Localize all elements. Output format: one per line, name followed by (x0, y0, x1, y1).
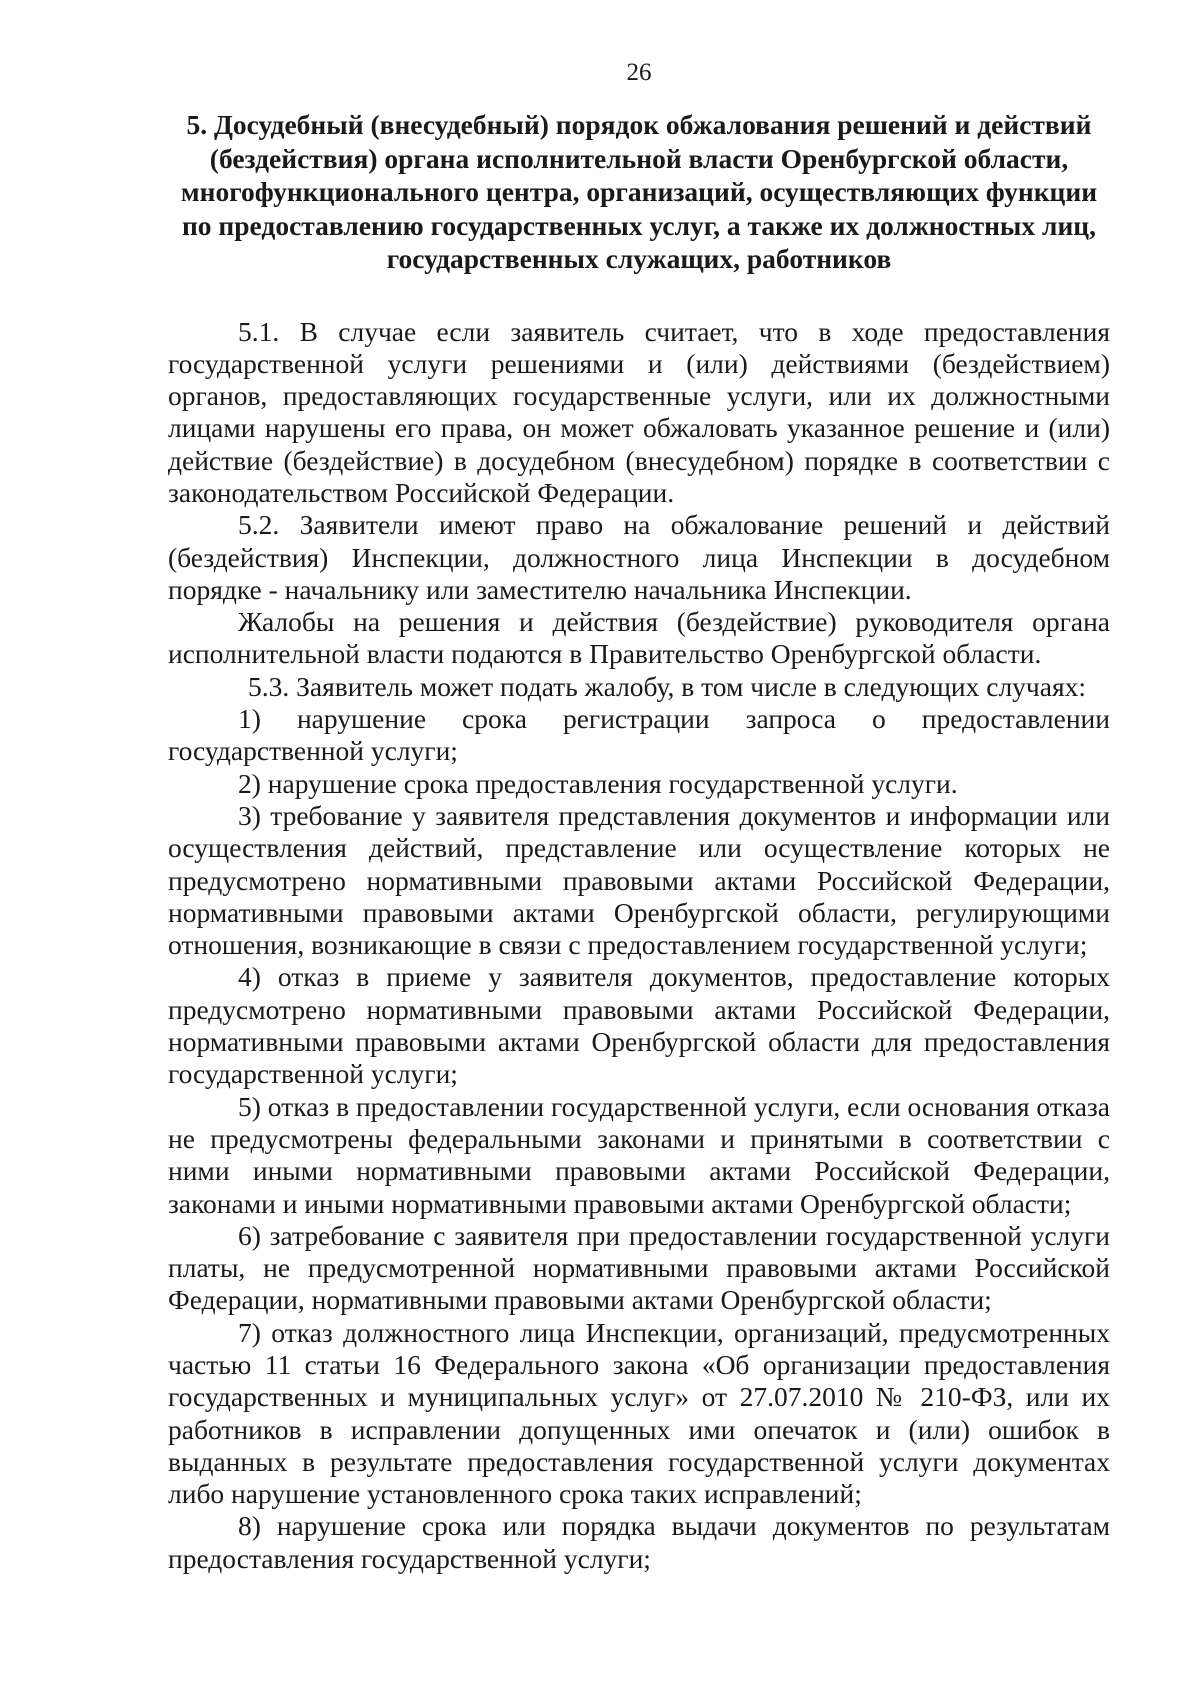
list-item-5: 5) отказ в предоставлении государственной услуги, если основания отказа не предусмотрены федеральными законами и принятыми в соответствии с ними иными нормативными правовыми актами Российской Федерации, законами и иными нормативными правовыми актами Оренбургской области; (168, 1090, 1110, 1219)
list-item-8: 8) нарушение срока или порядка выдачи документов по результатам предоставления государственной услуги; (168, 1510, 1110, 1574)
paragraph-5-2: 5.2. Заявители имеют право на обжалование решений и действий (бездействия) Инспекции, должностного лица Инспекции в досудебном порядке - начальнику или заместителю начальника Инспекции. (168, 509, 1110, 605)
list-item-6: 6) затребование с заявителя при предоставлении государственной услуги платы, не предусмотренной нормативными правовыми актами Российской Федерации, нормативными правовыми актами Оренбургской области; (168, 1219, 1110, 1316)
list-item-1: 1) нарушение срока регистрации запроса о предоставлении государственной услуги; (168, 703, 1110, 767)
page-number: 26 (626, 59, 652, 86)
section-title: 5. Досудебный (внесудебный) порядок обжалования решений и действий (бездействия) органа исполнительной власти Оренбургской области, многофункционального центра, организаций, осуществляющих функции по предоставлению государственных услуг, а также их должностных лиц, государственных служащих, работников (180, 109, 1098, 274)
list-item-3: 3) требование у заявителя представления документов и информации или осуществления действий, представление или осуществление которых не предусмотрено нормативными правовыми актами Российской Федерации, нормативными правовыми актами Оренбургской области, регулирующими отношения, возникающие в связи с предоставлением государственной услуги; (168, 799, 1110, 961)
list-item-2: 2) нарушение срока предоставления государственной услуги. (238, 767, 958, 799)
paragraph-complaints-head: Жалобы на решения и действия (бездействие) руководителя органа исполнительной власти подаются в Правительство Оренбургской области. (168, 606, 1110, 670)
list-item-7: 7) отказ должностного лица Инспекции, организаций, предусмотренных частью 11 статьи 16 Федерального закона «Об организации предоставления государственных и муниципальных услуг» от 27.07.2010 № 210-ФЗ, или их работников в исправлении допущенных ими опечаток и (или) ошибок в выданных в результате предоставления государственной услуги документах либо нарушение установленного срока таких исправлений; (168, 1316, 1110, 1510)
paragraph-5-1: 5.1. В случае если заявитель считает, что в ходе предоставления государственной услуги решениями и (или) действиями (бездействием) органов, предоставляющих государственные услуги, или их должностными лицами нарушены его права, он может обжаловать указанное решение и (или) действие (бездействие) в досудебном (внесудебном) порядке в соответствии с законодательством Российской Федерации. (168, 315, 1110, 508)
list-item-4: 4) отказ в приеме у заявителя документов, предоставление которых предусмотрено нормативными правовыми актами Российской Федерации, нормативными правовыми актами Оренбургской области для предоставления государственной услуги; (168, 961, 1110, 1090)
paragraph-5-3: 5.3. Заявитель может подать жалобу, в том числе в следующих случаях: (248, 670, 1086, 702)
